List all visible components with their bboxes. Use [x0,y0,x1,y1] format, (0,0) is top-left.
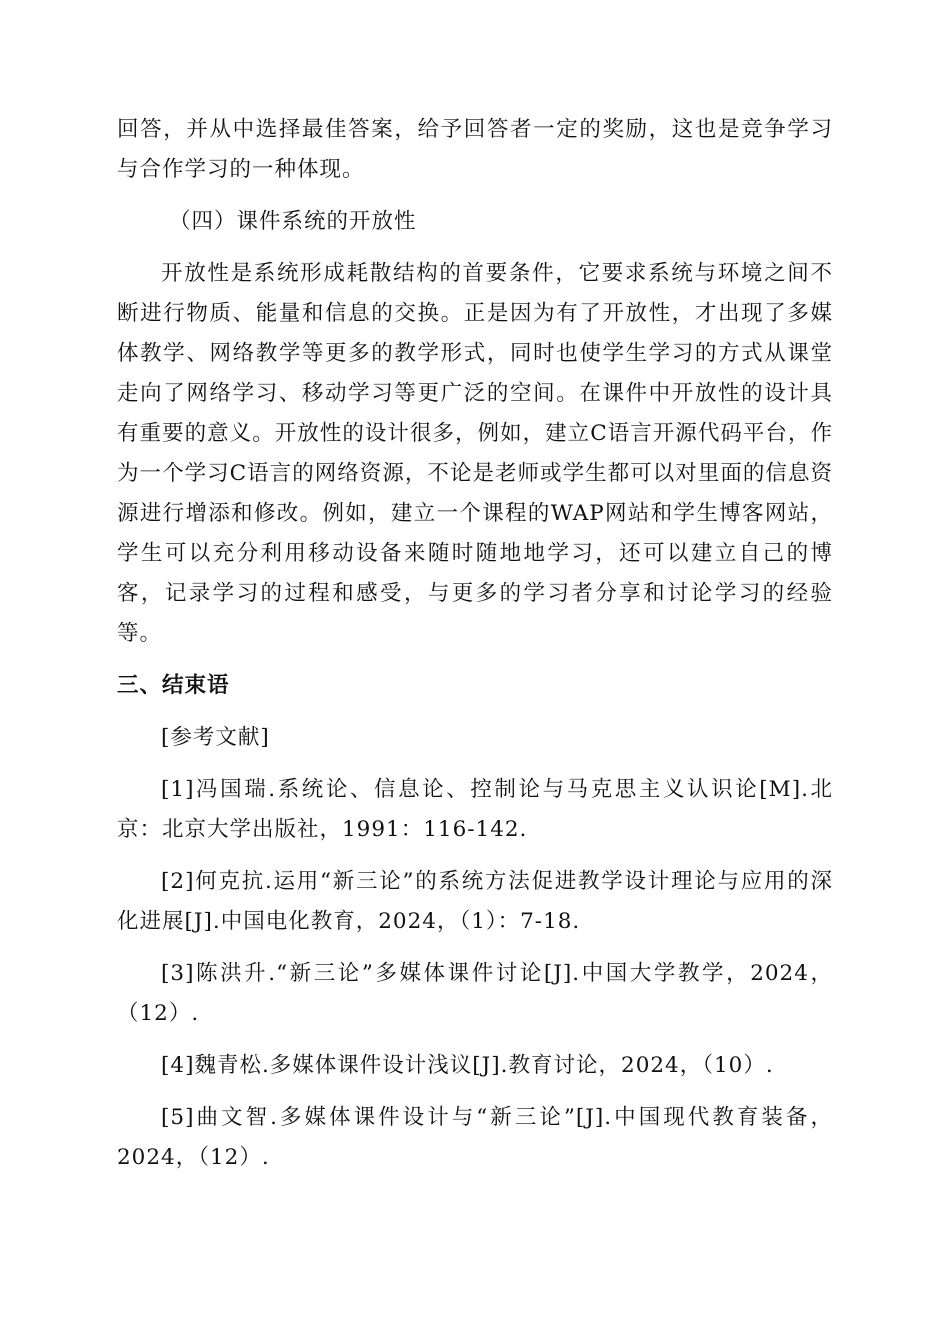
references-title: [参考文献] [161,725,270,750]
reference-item-2: [2]何克抗.运用“新三论”的系统方法促进教学设计理论与应用的深化进展[J].中国电化教育，2024，（1）：7-18. [117,869,833,934]
section-heading-conclusion: 三、结束语 [117,673,230,698]
reference-item-5: [5]曲文智.多媒体课件设计与“新三论”[J].中国现代教育装备，2024，（12）. [117,1105,833,1170]
reference-item-4: [4]魏青松.多媒体课件设计浅议[J].教育讨论，2024，（10）. [161,1053,774,1078]
reference-item-1: [1]冯国瑞.系统论、信息论、控制论与马克思主义认识论[M].北京：北京大学出版社，1991：116-142. [117,777,833,842]
continuation-paragraph: 回答，并从中选择最佳答案，给予回答者一定的奖励，这也是竞争学习与合作学习的一种体现。 [117,117,833,182]
openness-paragraph: 开放性是系统形成耗散结构的首要条件，它要求系统与环境之间不断进行物质、能量和信息的交换。正是因为有了开放性，才出现了多媒体教学、网络教学等更多的教学形式，同时也使学生学习的方式从课堂走向了网络学习、移动学习等更广泛的空间。在课件中开放性的设计具有重要的意义。开放性的设计很多，例如，建立C语言开源代码平台，作为一个学习C语言的网络资源，不论是老师或学生都可以对里面的信息资源进行增添和修改。例如，建立一个课程的WAP网站和学生博客网站，学生可以充分利用移动设备来随时随地地学习，还可以建立自己的博客，记录学习的过程和感受，与更多的学习者分享和讨论学习的经验等。 [117,261,833,646]
reference-item-3: [3]陈洪升.“新三论”多媒体课件讨论[J].中国大学教学，2024，（12）. [117,961,833,1026]
document-page [117,110,833,1178]
subheading-openness: （四）课件系统的开放性 [169,209,417,234]
